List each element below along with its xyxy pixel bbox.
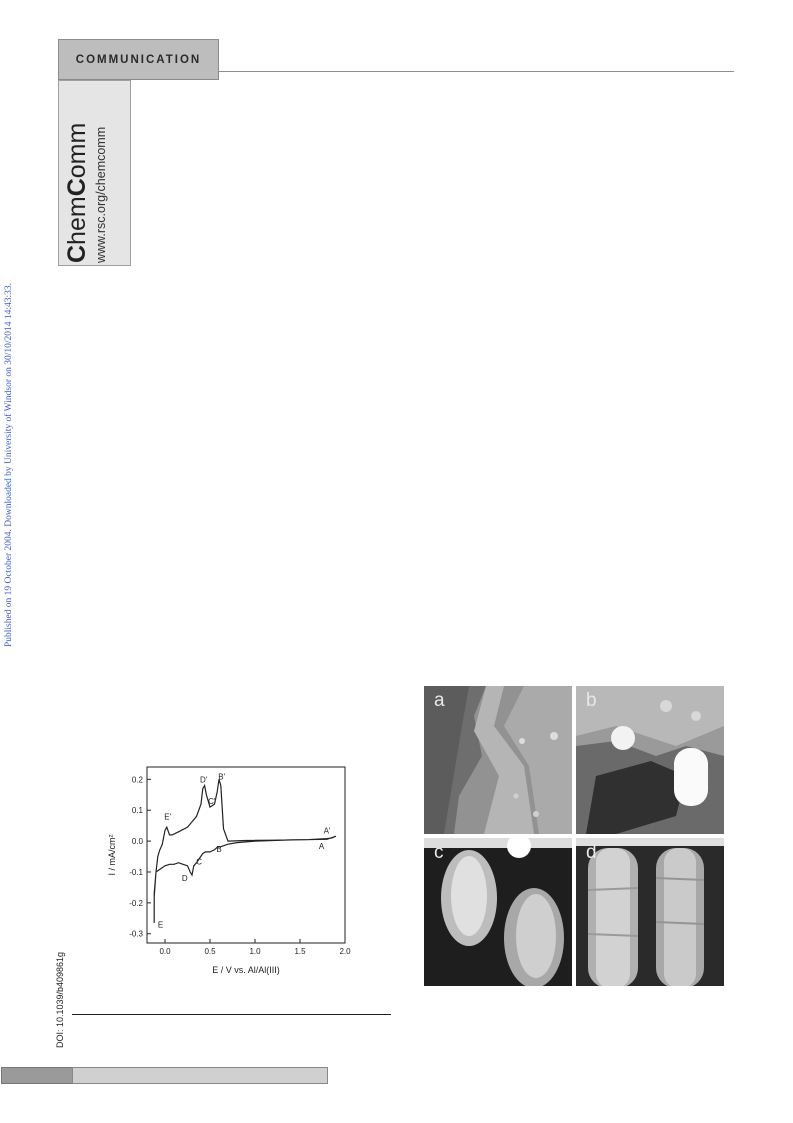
series-line <box>154 779 336 923</box>
peak-annotation: E' <box>164 812 172 822</box>
footer-bar-dark <box>1 1067 73 1084</box>
journal-logo <box>64 83 124 263</box>
peak-annotation: A' <box>323 826 331 836</box>
published-download-note[interactable]: Published on 19 October 2004. Downloaded by University of Windsor on 30/10/2014 14:43:33. <box>4 282 14 648</box>
peak-annotation: D' <box>200 775 208 785</box>
x-tick-label: 0.5 <box>204 947 216 956</box>
footnote-rule <box>72 1014 391 1015</box>
footer-bar-light <box>72 1067 328 1084</box>
peak-annotation: E <box>157 920 164 930</box>
peak-annotation: D <box>181 874 188 884</box>
x-axis-label: E / V vs. Al/Al(III) <box>212 965 280 975</box>
x-tick-label: 1.5 <box>294 947 306 956</box>
journal-title-c2: C <box>63 178 91 197</box>
y-tick-label: -0.1 <box>129 867 143 877</box>
section-label: COMMUNICATION <box>75 53 202 66</box>
panel-label-d: d <box>586 842 597 863</box>
y-tick-label: -0.3 <box>129 929 143 939</box>
x-tick-label: 2.0 <box>339 947 351 956</box>
header-rule <box>219 71 734 72</box>
journal-title-part2: omm <box>63 122 91 179</box>
x-axis-ticks <box>159 939 351 956</box>
stm-image-c <box>424 838 572 986</box>
peak-annotation: B <box>216 844 222 854</box>
y-axis-label: I / mA/cm² <box>107 834 117 876</box>
doi-label: DOI: 10.1039/b409861g <box>55 951 65 1049</box>
peak-annotation: C' <box>208 797 216 807</box>
peak-annotation: B' <box>218 772 226 782</box>
stm-image-d <box>576 838 724 986</box>
peak-annotation: A <box>318 841 325 851</box>
journal-title-part1: hem <box>63 196 91 245</box>
y-axis-ticks <box>129 775 151 938</box>
stm-image-b <box>576 686 724 834</box>
x-tick-label: 1.0 <box>249 947 261 956</box>
journal-title <box>64 83 91 263</box>
panel-label-b: b <box>586 690 597 711</box>
x-tick-label: 0.0 <box>159 947 171 956</box>
peak-annotation: C <box>196 857 203 867</box>
journal-url: www.rsc.org/chemcomm <box>94 126 108 263</box>
stm-image-a <box>424 686 572 834</box>
cv-chart <box>100 755 370 980</box>
panel-label-a: a <box>434 690 445 711</box>
journal-title-c1: C <box>63 244 91 263</box>
y-tick-label: 0.2 <box>131 775 143 785</box>
panel-label-c: c <box>434 842 444 863</box>
y-tick-label: 0.1 <box>131 806 143 816</box>
plot-frame <box>147 767 345 943</box>
curve-annotations <box>158 772 331 929</box>
y-tick-label: 0.0 <box>131 837 143 847</box>
y-tick-label: -0.2 <box>129 898 143 908</box>
